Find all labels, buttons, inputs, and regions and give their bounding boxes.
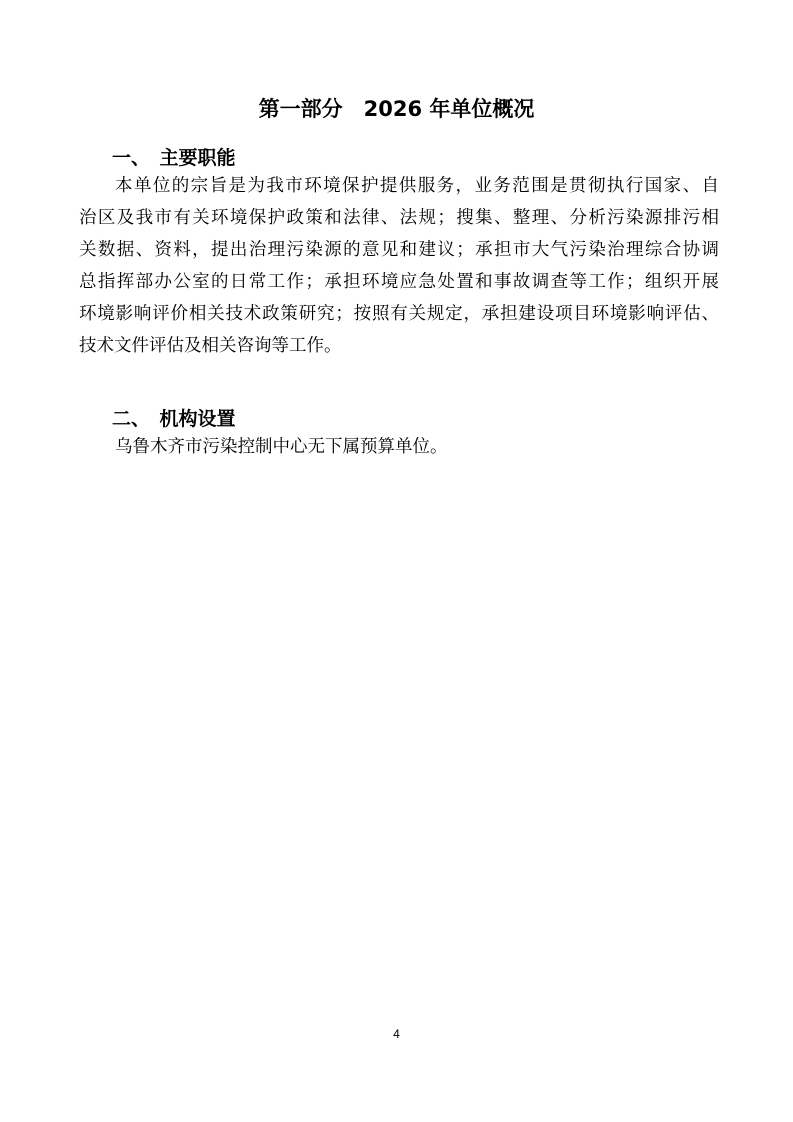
- paragraph-line: 关数据、资料，提出治理污染源的意见和建议；承担市大气污染治理综合协调: [79, 240, 719, 260]
- paragraph-line: 本单位的宗旨是为我市环境保护提供服务，业务范围是贯彻执行国家、自: [115, 176, 719, 196]
- section-heading-organization: 二、 机构设置: [112, 408, 236, 430]
- section-body-main-functions: [79, 170, 719, 362]
- page-title: 第一部分 2026 年单位概况: [258, 97, 535, 121]
- section-body-organization: [79, 431, 719, 463]
- paragraph-line: 总指挥部办公室的日常工作；承担环境应急处置和事故调查等工作；组织开展: [79, 272, 719, 292]
- paragraph-line: 乌鲁木齐市污染控制中心无下属预算单位。: [115, 437, 448, 457]
- paragraph-line: 环境影响评价相关技术政策研究；按照有关规定，承担建设项目环境影响评估、: [79, 304, 719, 324]
- paragraph-line: 治区及我市有关环境保护政策和法律、法规；搜集、整理、分析污染源排污相: [79, 208, 719, 228]
- paragraph-line: 技术文件评估及相关咨询等工作。: [79, 336, 342, 356]
- section-heading-main-functions: 一、 主要职能: [112, 147, 236, 169]
- page-number: 4: [393, 1027, 400, 1041]
